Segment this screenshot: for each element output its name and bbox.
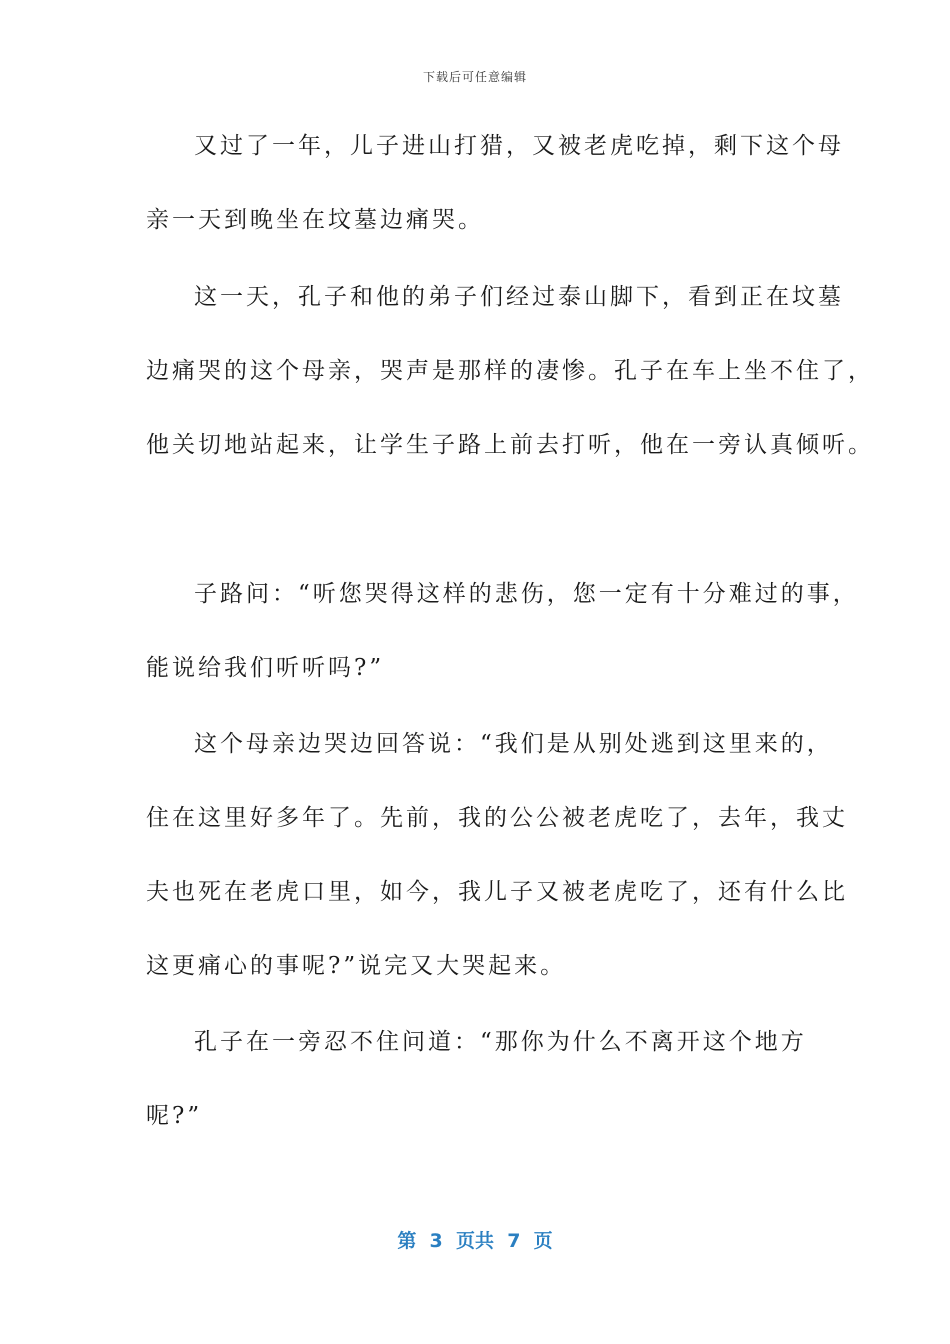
paragraph-line: 边痛哭的这个母亲，哭声是那样的凄惨。孔子在车上坐不住了， bbox=[146, 358, 874, 384]
paragraph-line: 这个母亲边哭边回答说：“我们是从别处逃到这里来的， bbox=[194, 731, 833, 757]
page-number-footer: 第 3 页共 7 页 bbox=[397, 1230, 553, 1252]
page-header-note: 下载后可任意编辑 bbox=[422, 70, 527, 84]
paragraph-line: 这更痛心的事呢?”说完又大哭起来。 bbox=[146, 953, 567, 979]
paragraph-line: 呢?” bbox=[146, 1103, 203, 1129]
paragraph-line: 亲一天到晚坐在坟墓边痛哭。 bbox=[146, 207, 484, 233]
paragraph-line: 这一天，孔子和他的弟子们经过泰山脚下，看到正在坟墓 bbox=[194, 284, 844, 310]
paragraph-line: 又过了一年，儿子进山打猎，又被老虎吃掉，剩下这个母 bbox=[194, 133, 844, 159]
paragraph-line: 孔子在一旁忍不住问道：“那你为什么不离开这个地方 bbox=[194, 1029, 807, 1055]
paragraph-line: 子路问：“听您哭得这样的悲伤，您一定有十分难过的事， bbox=[194, 581, 859, 607]
paragraph-line: 他关切地站起来，让学生子路上前去打听，他在一旁认真倾听。 bbox=[146, 432, 874, 458]
paragraph-line: 住在这里好多年了。先前，我的公公被老虎吃了，去年，我丈 bbox=[146, 805, 848, 831]
paragraph-line: 夫也死在老虎口里，如今，我儿子又被老虎吃了，还有什么比 bbox=[146, 879, 848, 905]
paragraph-line: 能说给我们听听吗?” bbox=[146, 655, 385, 681]
